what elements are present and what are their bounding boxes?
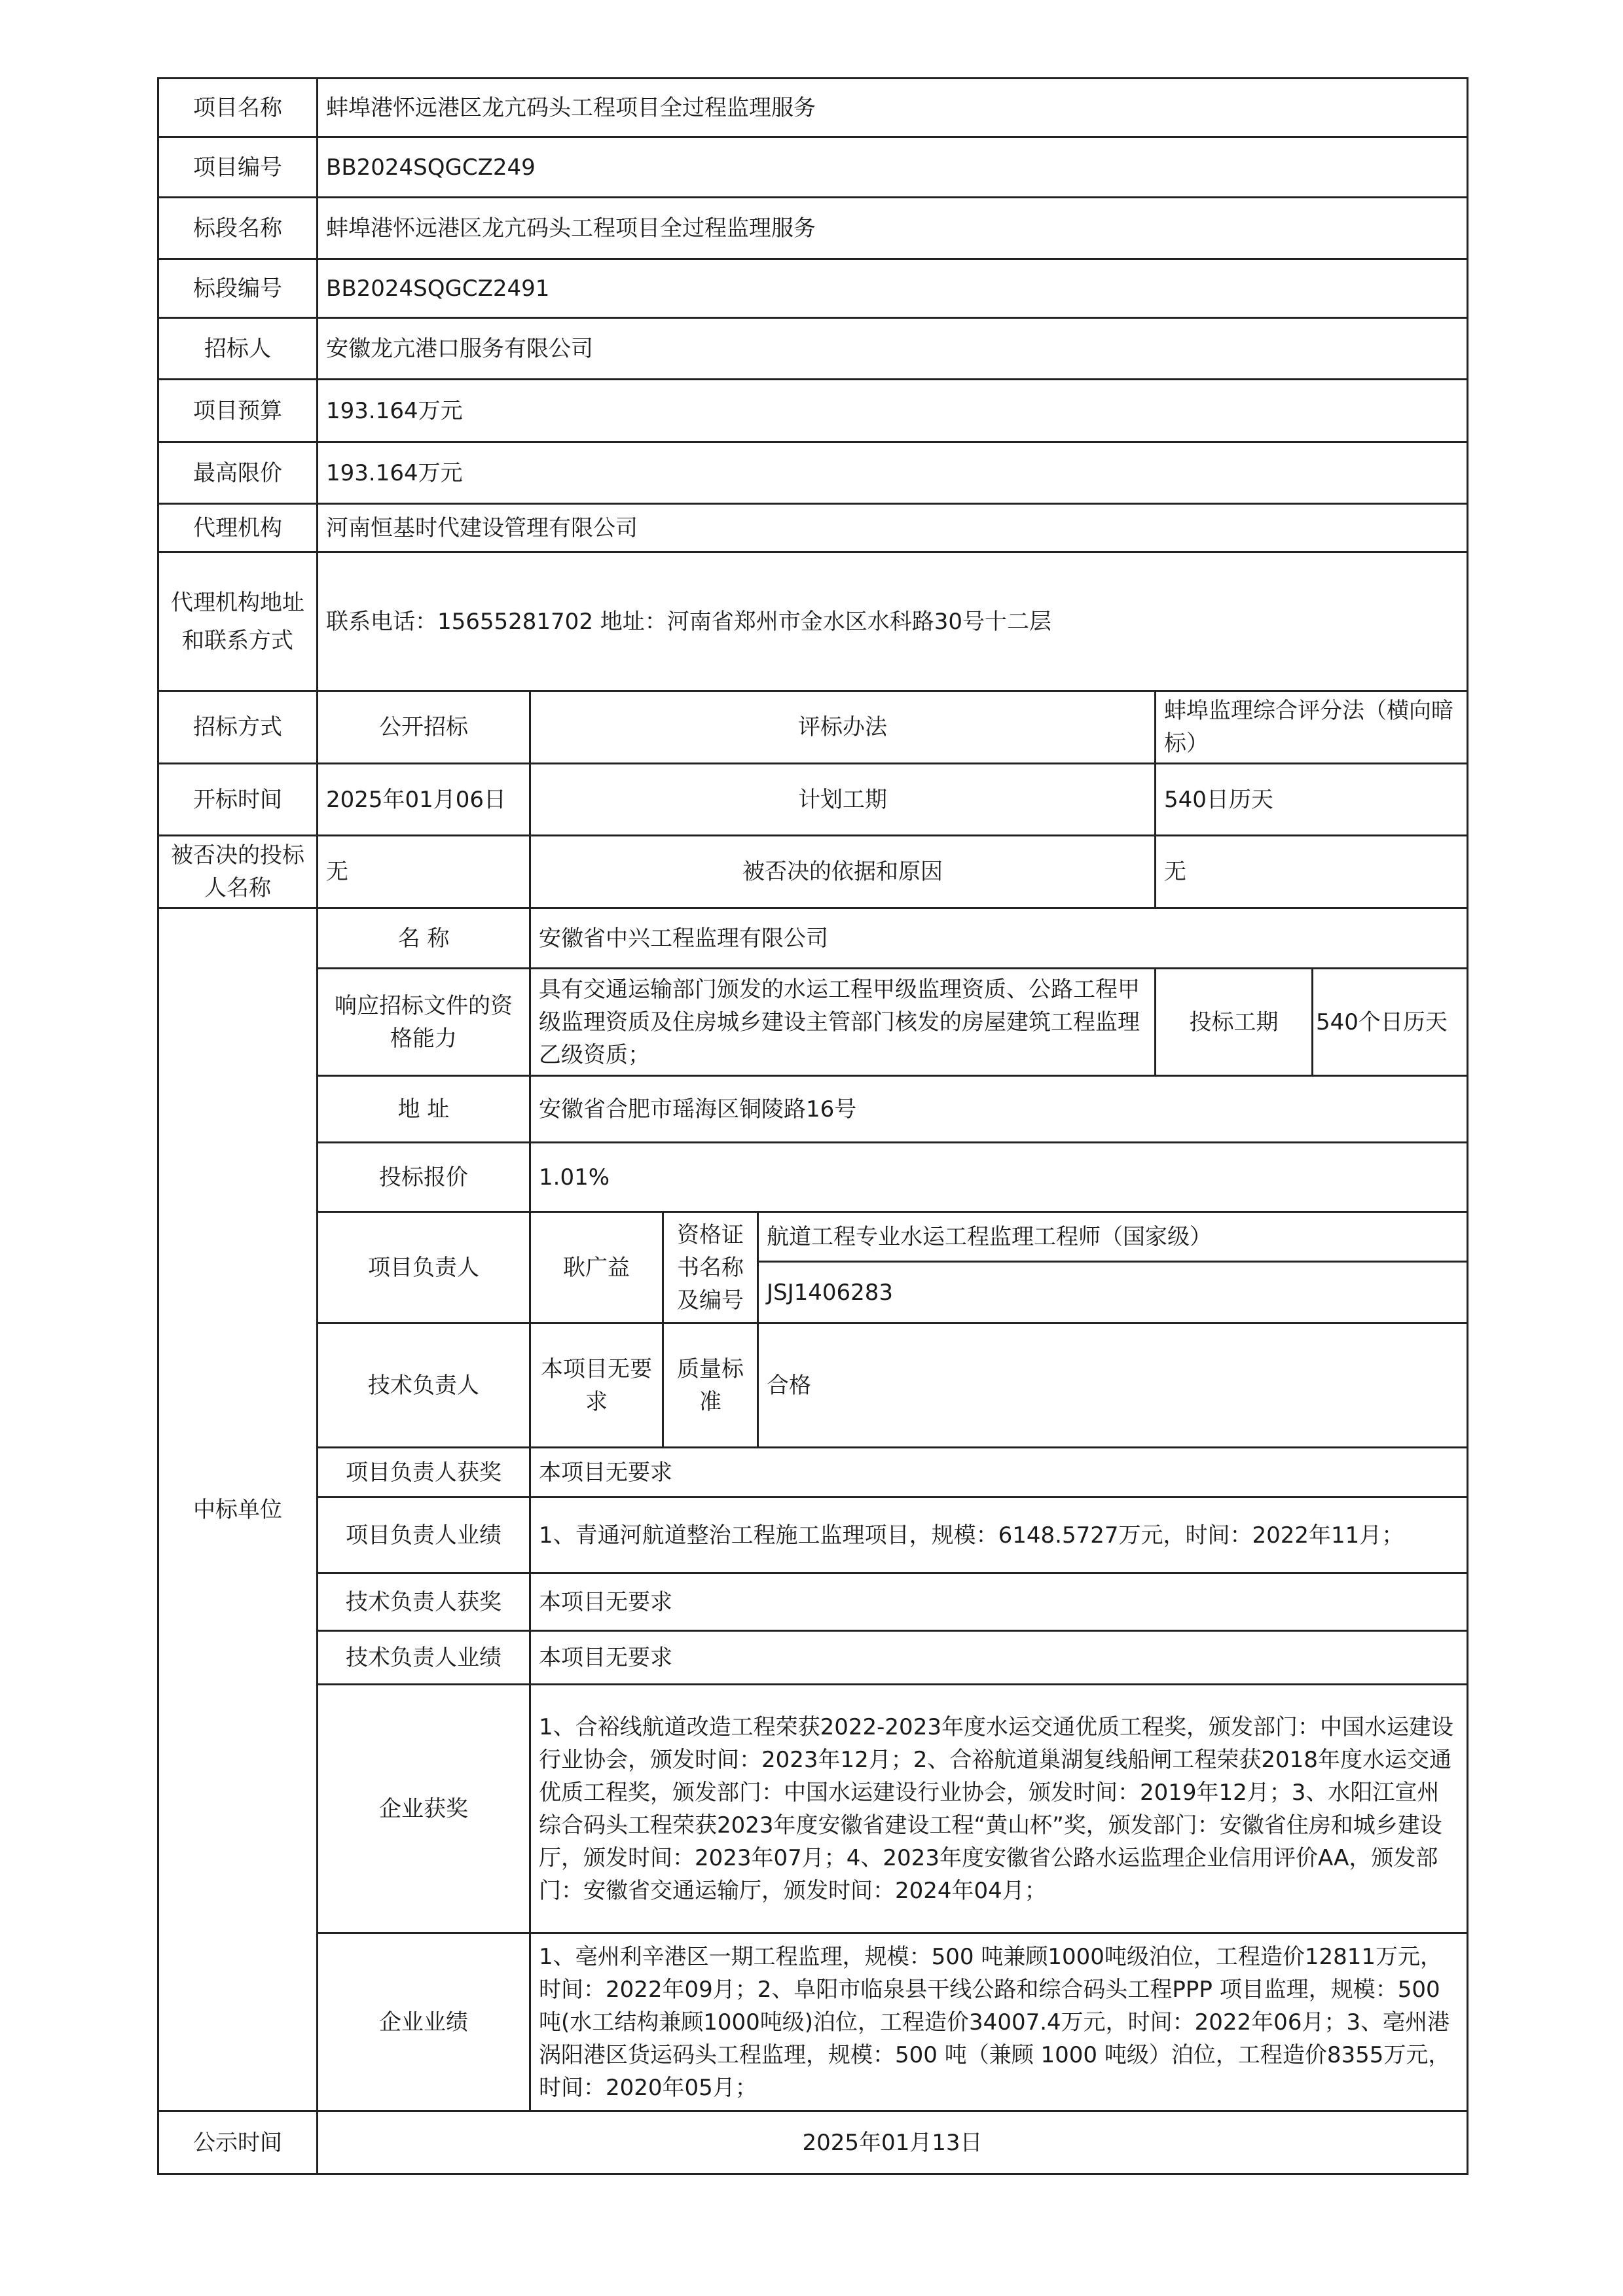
row-winner-company-perf xyxy=(158,1933,1468,2111)
winner-period-value: 540个日历天 xyxy=(1313,969,1468,1076)
section-no-value: BB2024SQGCZ2491 xyxy=(318,259,1468,318)
agency-contact-label: 代理机构地址和联系方式 xyxy=(158,552,318,691)
winner-tech-perf-label: 技术负责人业绩 xyxy=(318,1631,530,1685)
budget-value: 193.164万元 xyxy=(318,380,1468,442)
project-no-label: 项目编号 xyxy=(158,137,318,198)
winner-quality-label: 质量标准 xyxy=(663,1323,758,1448)
eval-method-value: 蚌埠监理综合评分法（横向暗标） xyxy=(1156,691,1468,764)
row-section-no xyxy=(158,259,1468,318)
winner-cert-no: JSJ1406283 xyxy=(758,1262,1468,1323)
row-winner-tech-awards xyxy=(158,1573,1468,1631)
project-name-value: 蚌埠港怀远港区龙亢码头工程项目全过程监理服务 xyxy=(318,79,1468,137)
winner-pm-perf-value: 1、青通河航道整治工程施工监理项目，规模：6148.5727万元，时间：2022年11月； xyxy=(530,1498,1468,1573)
winner-company-awards-label: 企业获奖 xyxy=(318,1685,530,1933)
section-no-label: 标段编号 xyxy=(158,259,318,318)
winner-name-label: 名 称 xyxy=(318,908,530,969)
row-project-name xyxy=(158,79,1468,137)
open-time-value: 2025年01月06日 xyxy=(318,764,530,836)
budget-label: 项目预算 xyxy=(158,380,318,442)
winner-pm-awards-value: 本项目无要求 xyxy=(530,1448,1468,1498)
row-tender-method xyxy=(158,691,1468,764)
eval-method-label: 评标办法 xyxy=(530,691,1156,764)
row-winner-bid xyxy=(158,1143,1468,1212)
winner-tech-value: 本项目无要求 xyxy=(530,1323,663,1448)
row-winner-pm-perf xyxy=(158,1498,1468,1573)
row-winner-address xyxy=(158,1076,1468,1143)
winner-pm-label: 项目负责人 xyxy=(318,1212,530,1323)
winner-company-perf-label: 企业业绩 xyxy=(318,1933,530,2111)
winner-label: 中标单位 xyxy=(158,908,318,2111)
row-winner-company-awards xyxy=(158,1685,1468,1933)
row-agency xyxy=(158,504,1468,552)
winner-pm-value: 耿广益 xyxy=(530,1212,663,1323)
row-winner-pm-awards xyxy=(158,1448,1468,1498)
winner-cert-label: 资格证书名称及编号 xyxy=(663,1212,758,1323)
agency-value: 河南恒基时代建设管理有限公司 xyxy=(318,504,1468,552)
plan-period-label: 计划工期 xyxy=(530,764,1156,836)
rejected-reason-value: 无 xyxy=(1156,836,1468,908)
winner-bid-value: 1.01% xyxy=(530,1143,1468,1212)
winner-quality-value: 合格 xyxy=(758,1323,1468,1448)
project-name-label: 项目名称 xyxy=(158,79,318,137)
winner-pm-awards-label: 项目负责人获奖 xyxy=(318,1448,530,1498)
winner-address-label: 地 址 xyxy=(318,1076,530,1143)
winner-qual-value: 具有交通运输部门颁发的水运工程甲级监理资质、公路工程甲级监理资质及住房城乡建设主管部门核发的房屋建筑工程监理乙级资质； xyxy=(530,969,1156,1076)
winner-bid-label: 投标报价 xyxy=(318,1143,530,1212)
row-open-time xyxy=(158,764,1468,836)
row-agency-contact xyxy=(158,552,1468,691)
plan-period-value: 540日历天 xyxy=(1156,764,1468,836)
publish-label: 公示时间 xyxy=(158,2111,318,2174)
tender-method-label: 招标方式 xyxy=(158,691,318,764)
row-winner-tech-perf xyxy=(158,1631,1468,1685)
publish-value: 2025年01月13日 xyxy=(318,2111,1468,2174)
max-price-label: 最高限价 xyxy=(158,442,318,504)
open-time-label: 开标时间 xyxy=(158,764,318,836)
winner-pm-perf-label: 项目负责人业绩 xyxy=(318,1498,530,1573)
agency-label: 代理机构 xyxy=(158,504,318,552)
row-winner-tech xyxy=(158,1323,1468,1448)
rejected-label: 被否决的投标人名称 xyxy=(158,836,318,908)
agency-contact-value: 联系电话：15655281702 地址：河南省郑州市金水区水科路30号十二层 xyxy=(318,552,1468,691)
row-publish xyxy=(158,2111,1468,2174)
row-winner-pm xyxy=(158,1212,1468,1262)
rejected-value: 无 xyxy=(318,836,530,908)
winner-cert-name: 航道工程专业水运工程监理工程师（国家级） xyxy=(758,1212,1468,1262)
row-section-name xyxy=(158,198,1468,259)
tender-method-value: 公开招标 xyxy=(318,691,530,764)
winner-address-value: 安徽省合肥市瑶海区铜陵路16号 xyxy=(530,1076,1468,1143)
tenderer-value: 安徽龙亢港口服务有限公司 xyxy=(318,318,1468,380)
row-rejected xyxy=(158,836,1468,908)
row-project-no xyxy=(158,137,1468,198)
bid-result-table xyxy=(157,77,1468,2175)
winner-tech-perf-value: 本项目无要求 xyxy=(530,1631,1468,1685)
winner-tech-awards-value: 本项目无要求 xyxy=(530,1573,1468,1631)
row-budget xyxy=(158,380,1468,442)
rejected-reason-label: 被否决的依据和原因 xyxy=(530,836,1156,908)
project-no-value: BB2024SQGCZ249 xyxy=(318,137,1468,198)
tenderer-label: 招标人 xyxy=(158,318,318,380)
winner-company-perf-value: 1、亳州利辛港区一期工程监理，规模：500 吨兼顾1000吨级泊位，工程造价12811万元，时间：2022年09月；2、阜阳市临泉县干线公路和综合码头工程PPP 项目监理，规模：500 吨(水工结构兼顾1000吨级)泊位，工程造价34007.4万元，时间：2022年06月；3、亳州港涡阳港区货运码头工程监理，规模：500 吨（兼顾 1000 吨级）泊位，工程造价8355万元，时间：2020年05月； xyxy=(530,1933,1468,2111)
max-price-value: 193.164万元 xyxy=(318,442,1468,504)
winner-name-value: 安徽省中兴工程监理有限公司 xyxy=(530,908,1468,969)
winner-period-label: 投标工期 xyxy=(1156,969,1313,1076)
winner-company-awards-value: 1、合裕线航道改造工程荣获2022-2023年度水运交通优质工程奖，颁发部门：中国水运建设行业协会，颁发时间：2023年12月；2、合裕航道巢湖复线船闸工程荣获2018年度水运交通优质工程奖，颁发部门：中国水运建设行业协会，颁发时间：2019年12月；3、水阳江宣州综合码头工程荣获2023年度安徽省建设工程“黄山杯”奖，颁发部门：安徽省住房和城乡建设厅，颁发时间：2023年07月；4、2023年度安徽省公路水运监理企业信用评价AA，颁发部门：安徽省交通运输厅，颁发时间：2024年04月； xyxy=(530,1685,1468,1933)
section-name-value: 蚌埠港怀远港区龙亢码头工程项目全过程监理服务 xyxy=(318,198,1468,259)
winner-tech-awards-label: 技术负责人获奖 xyxy=(318,1573,530,1631)
winner-tech-label: 技术负责人 xyxy=(318,1323,530,1448)
row-winner-name xyxy=(158,908,1468,969)
section-name-label: 标段名称 xyxy=(158,198,318,259)
winner-qual-label: 响应招标文件的资格能力 xyxy=(318,969,530,1076)
row-winner-qual xyxy=(158,969,1468,1076)
row-tenderer xyxy=(158,318,1468,380)
row-max-price xyxy=(158,442,1468,504)
